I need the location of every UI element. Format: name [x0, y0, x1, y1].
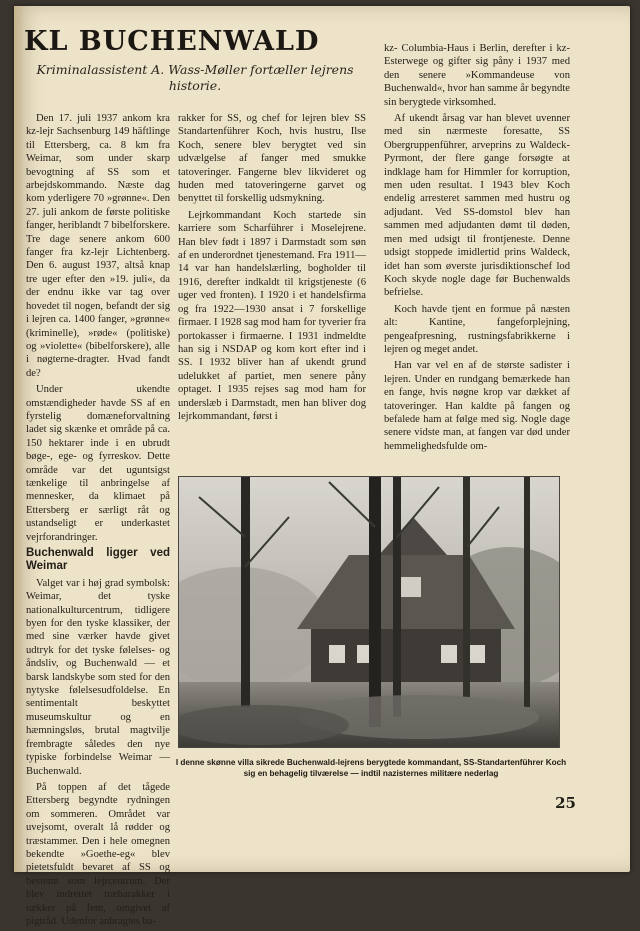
paragraph: Koch havde tjent en formue på næsten alt: Kantine, fangeforplejning, pengeafpresning, rustningsfabrikkerne i lejren og meget andet.	[384, 303, 570, 355]
paragraph: rakker for SS, og chef for lejren blev SS Standartenführer Koch, hvis hustru, Ilse Koch, senere blev berygtet ved sin udvælgelse af fanger med smukke tatoveringer. Fangerne blev likvideret og huden med tatoveringerne garvet og benyttet til forskellig udsmykning.	[178, 113, 366, 205]
paragraph: På toppen af det tågede Ettersberg begyndte rydningen om sommeren. Området var uvejsomt, overalt lå rødder og træstammer. Den i hele omegnen bekendte »Goethe-eg« blev pietetsfuldt bevaret af SS og bestemt som lejrcentrum. Der blev indrettet træbarakker i rækker på fem, omgivet af pigtråd. Udenfor anbragtes ba-	[26, 781, 170, 927]
text-column-2	[178, 112, 366, 426]
article-subtitle: Kriminalassistent A. Wass-Møller fortæller lejrens historie.	[36, 62, 354, 93]
photo-caption: I denne skønne villa sikrede Buchenwald-lejrens berygtede kommandant, SS-Standartenführer Koch sig en behagelig tilværelse — indtil nazisternes militære nederlag	[175, 758, 567, 778]
paragraph: Af ukendt årsag var han blevet uvenner med sin nærmeste foresatte, SS Obergruppenführer, arveprins zu Waldeck-Pyrmont, der flere gange forsøgte at indklage ham for Himmler for korruption, men uden resultat. I 1943 blev Koch endelig arresteret sammen med hustru og adjudant. Ved SS-domstol blev han sammen med adjudanten dømt til døden, men med udsigt til frontjeneste. Denne udsigt stoppede imidlertid prins Waldeck, idet han som øverste jurisdiktionschef lod Koch skyde nogle dage før Buchenwalds befrielse.	[384, 113, 570, 299]
section-heading: Buchenwald ligger ved Weimar	[26, 547, 170, 573]
paragraph: Lejrkommandant Koch startede sin karriere som Scharführer i Moselejrene. Han blev født i 1897 i Darmstadt som søn af en underordnet tjenestemand. Fra 1911—14 var han handelslærling, bogholder til 1916, derefter indkaldt til krigstjeneste (6 uger ved fronten). I 1920 i et handelsfirma og fra 1922—1930 ansat i 7 forskellige firmaer. I 1928 sag mod ham for tyverier fra portokasser i firmaerne. I 1931 indmeldte han sig i NSDAP og kom kort efter ind i SS. I 1932 bliver han af ukendt grund udelukket af partiet, men senere påny optaget. I 1935 rejses sag mod ham for underslæb i Darmstadt, men han bliver dog lejrkommandant, først i	[178, 209, 366, 422]
villa-photo-illustration	[179, 477, 559, 747]
villa-photo	[178, 476, 560, 748]
paragraph: Han var vel en af de største sadister i lejren. Under en rundgang bemærkede han en fange, hvis nøgne krop var dækket af tatoveringer. Han kaldte på fangen og befalede ham at følge med sig. Nogle dage senere vidste man, at fangen var død under hemmelighedsfulde om-	[384, 360, 570, 452]
paragraph: kz- Columbia-Haus i Berlin, derefter i kz-Esterwege og gifter sig påny i 1937 med den senere »Kommandeuse von Buchenwald«, hvor han samme år begyndte sin berygtede virksomhed.	[384, 43, 570, 108]
text-column-3	[384, 42, 570, 456]
page-number: 25	[555, 794, 576, 812]
article-title: KL BUCHENWALD	[24, 26, 320, 57]
paragraph: Valget var i høj grad symbolsk: Weimar, det tyske nationalkulturcentrum, tidligere byen for den tyske klassiker, der med sine værker havde givet udtryk for det tyske følelses- og åndsliv, og Buchenwald — et barsk landskybe som sted for den nytyske følelsesudfoldelse. En sentimentalt beskyttet museumskultur og en hæmningsløs, brutal magtvilje frembragte således den nye typiske forbindelse Weimar — Buchenwald.	[26, 577, 170, 777]
paragraph: Den 17. juli 1937 ankom kra kz-lejr Sachsenburg 149 häftlinge til Ettersberg, ca. 8 km fra Weimar, som under skarp bevogtning af SS som et arbejdskommando. Næste dag kom yderligere 70 »grønne«. Den 27. juli ankom de første politiske fanger, heriblandt 7 bibelforskere. Tre dage senere ankom 600 fanger fra kz-lejr Lichtenberg. Den 6. august 1937, altså knap tre uger efter den »19. juli«, da der endnu ikke var tag over hovedet til nogen, befandt der sig i lejren ca. 1400 fanger, »grønne« (kriminelle), »røde« (politiske) og »violette« (bibelforskere), alle i nøgterne-dragter. Hvad fandt de?	[26, 113, 171, 379]
text-column-1	[26, 112, 170, 931]
paragraph: Under ukendte omstændigheder havde SS af en fyrstelig domæneforvaltning ladet sig skænke et område på ca. 150 hektarer inde i en ubrudt bøge-, ege- og fyrreskov. Dette område var det uguntsigst tænkelige til anbringelse af mennesker, da klimaet på Ettersberg er særligt råt og ustandseligt er underkastet vejrforandringer.	[26, 384, 170, 543]
page-gutter-shadow	[14, 6, 24, 872]
